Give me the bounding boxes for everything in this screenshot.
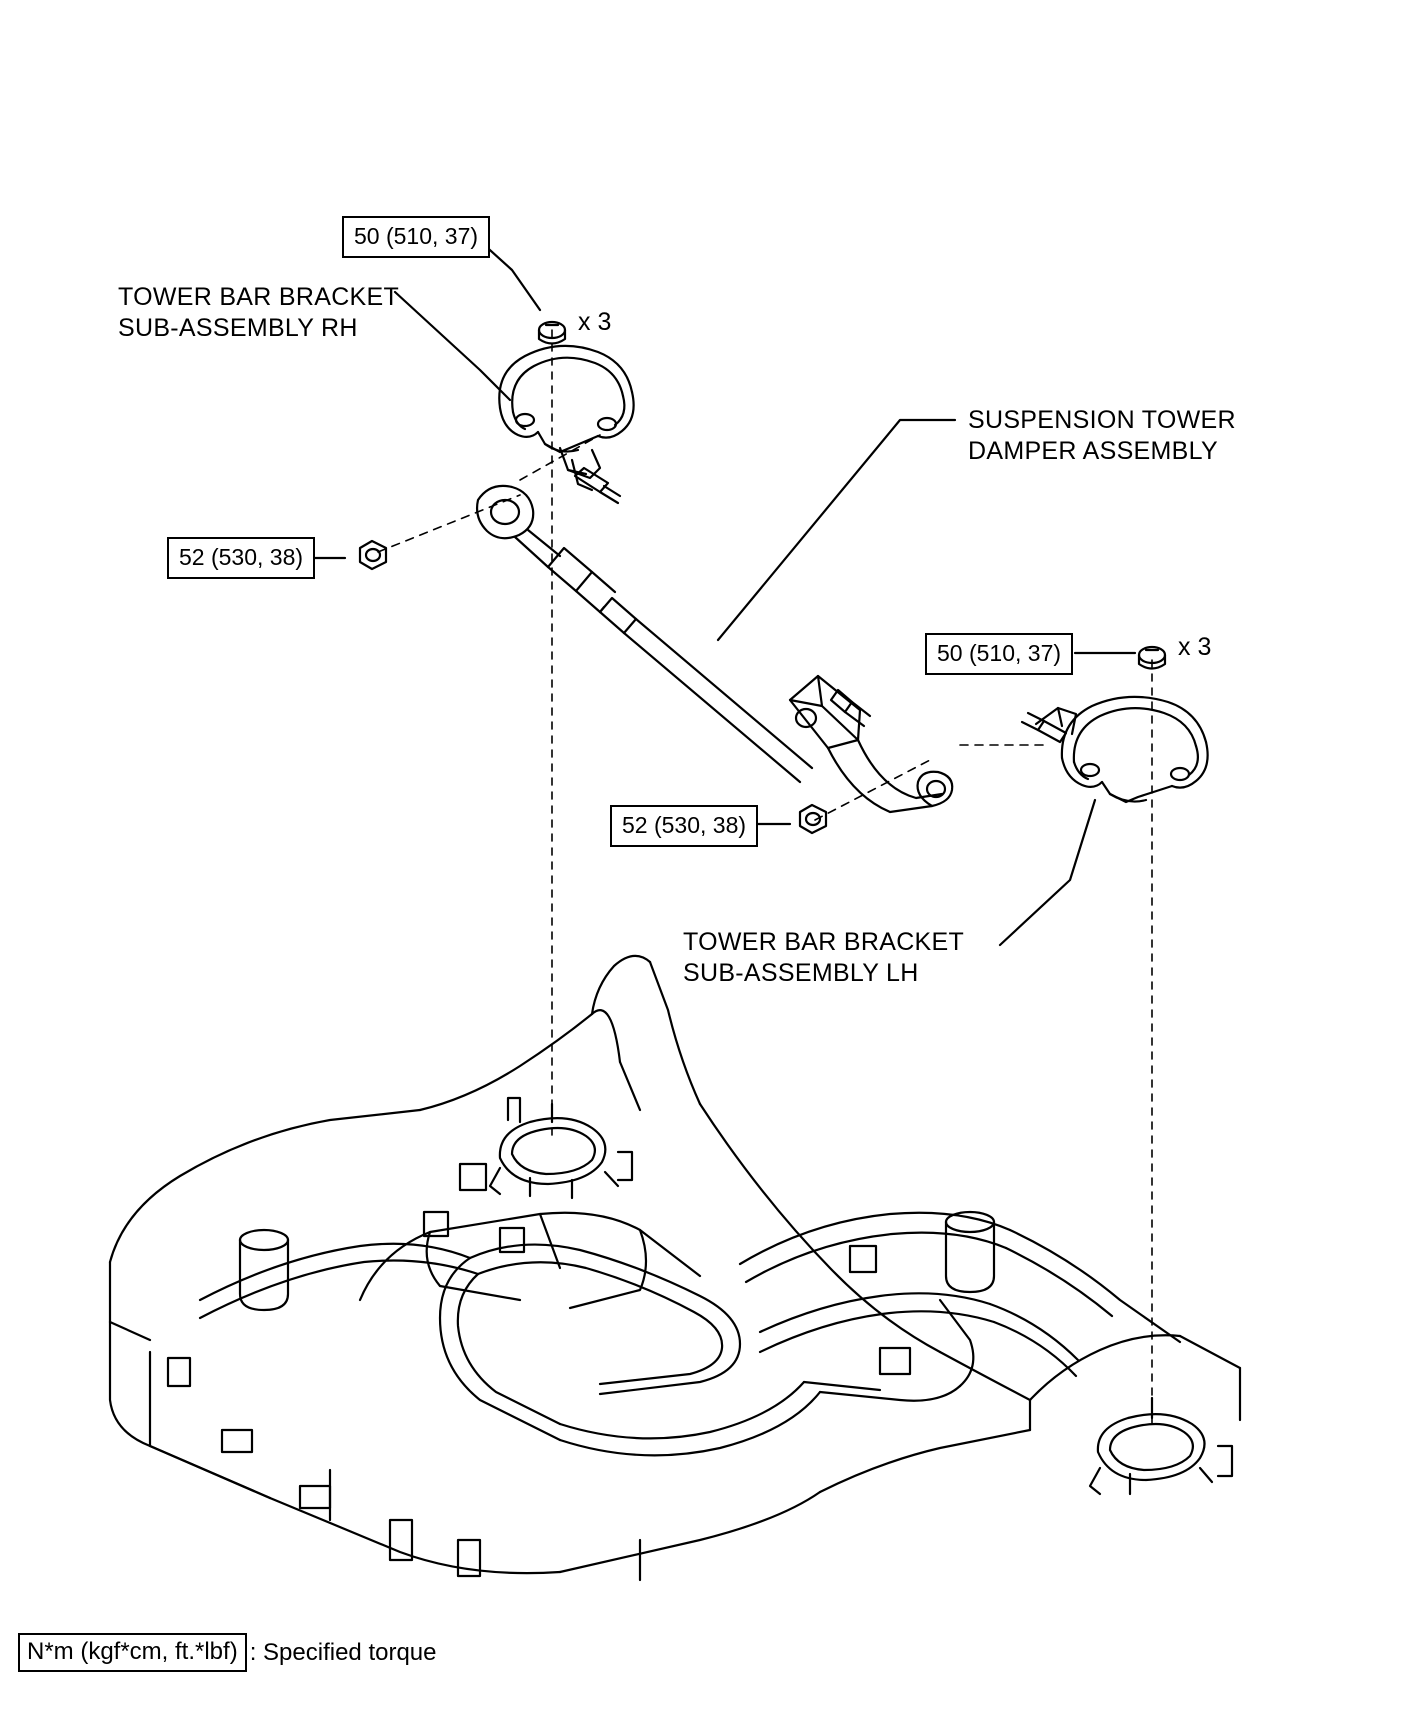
callout-lh-line2: SUB-ASSEMBLY LH: [683, 959, 919, 987]
callout-damper-line2: DAMPER ASSEMBLY: [968, 437, 1218, 465]
torque-box-top-bolt: 50 (510, 37): [342, 216, 490, 258]
callout-tower-bar-bracket-lh: [683, 927, 964, 989]
vehicle-body-structure: [110, 956, 1240, 1580]
assembly-dash-bracket-rh: [520, 435, 600, 480]
callout-suspension-tower-damper: [968, 405, 1236, 467]
quantity-right-bolt: x 3: [1178, 633, 1212, 661]
torque-legend-unit: N*m (kgf*cm, ft.*lbf): [18, 1633, 247, 1672]
leader-bracket-rh: [395, 292, 510, 400]
tower-bar-bracket-lh-part: [1036, 697, 1208, 802]
leader-damper: [718, 420, 955, 640]
suspension-tower-damper-part: [477, 486, 812, 782]
callout-damper-line1: SUSPENSION TOWER: [968, 406, 1236, 434]
damper-lower-leg: [828, 740, 952, 812]
torque-legend: [18, 1633, 437, 1672]
callout-tower-bar-bracket-rh: [118, 282, 399, 344]
damper-center-joint: [790, 676, 870, 748]
leader-bracket-lh: [1000, 800, 1095, 945]
torque-box-left-nut: 52 (530, 38): [167, 537, 315, 579]
callout-rh-line2: SUB-ASSEMBLY RH: [118, 314, 358, 342]
torque-box-right-bolt: 50 (510, 37): [925, 633, 1073, 675]
callout-lh-line1: TOWER BAR BRACKET: [683, 928, 965, 956]
torque-box-right-nut: 52 (530, 38): [610, 805, 758, 847]
nut-right: [800, 805, 826, 833]
nut-left: [360, 541, 386, 569]
torque-legend-suffix: : Specified torque: [249, 1638, 437, 1666]
quantity-top-bolt: x 3: [578, 308, 612, 336]
callout-rh-line1: TOWER BAR BRACKET: [118, 283, 400, 311]
tower-bar-bracket-rh-part: [499, 346, 633, 490]
assembly-dash-right-nut: [815, 760, 930, 820]
